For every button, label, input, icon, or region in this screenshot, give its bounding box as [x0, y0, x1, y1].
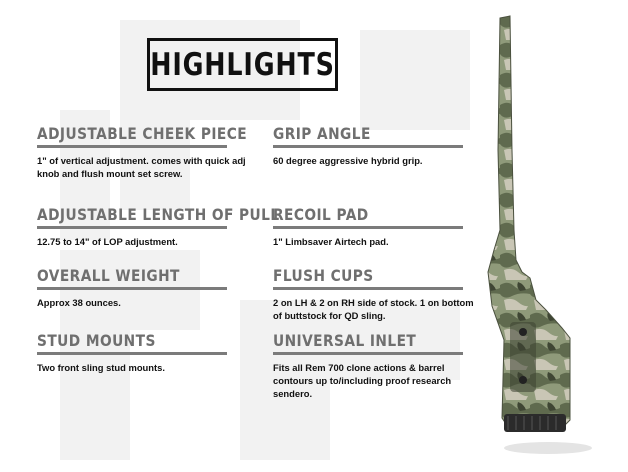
feature-description: 1" of vertical adjustment. comes with quick adj knob and flush mount set screw.: [37, 155, 246, 179]
feature-grip-angle: [273, 124, 483, 167]
feature-recoil-pad: [273, 205, 483, 248]
feature-heading: STUD MOUNTS: [37, 331, 156, 350]
feature-heading: ADJUSTABLE CHEEK PIECE: [37, 124, 248, 143]
feature-heading: RECOIL PAD: [273, 205, 369, 224]
heading-rule: [37, 145, 227, 148]
feature-heading: ADJUSTABLE LENGTH OF PULL: [37, 205, 280, 224]
page-title: HIGHLIGHTS: [150, 46, 335, 83]
feature-heading: FLUSH CUPS: [273, 266, 374, 285]
feature-description: Fits all Rem 700 clone actions & barrel contours up to/including proof research sendero.: [273, 362, 452, 399]
feature-heading: GRIP ANGLE: [273, 124, 371, 143]
feature-description: 12.75 to 14" of LOP adjustment.: [37, 236, 178, 247]
heading-rule: [37, 352, 227, 355]
feature-stud-mounts: [37, 331, 247, 374]
feature-cheek-piece: [37, 124, 247, 180]
heading-rule: [273, 352, 463, 355]
heading-rule: [37, 226, 227, 229]
feature-description: 1" Limbsaver Airtech pad.: [273, 236, 389, 247]
rifle-stock-image: [470, 10, 610, 460]
feature-overall-weight: [37, 266, 247, 309]
heading-rule: [273, 287, 463, 290]
title-box: [147, 38, 338, 91]
heading-rule: [37, 287, 227, 290]
feature-heading: UNIVERSAL INLET: [273, 331, 417, 350]
heading-rule: [273, 145, 463, 148]
feature-length-of-pull: [37, 205, 280, 248]
feature-description: 2 on LH & 2 on RH side of stock. 1 on bottom of buttstock for QD sling.: [273, 297, 474, 321]
feature-heading: OVERALL WEIGHT: [37, 266, 180, 285]
feature-description: 60 degree aggressive hybrid grip.: [273, 155, 423, 166]
feature-universal-inlet: [273, 331, 483, 400]
feature-description: Approx 38 ounces.: [37, 297, 121, 308]
feature-description: Two front sling stud mounts.: [37, 362, 165, 373]
feature-flush-cups: [273, 266, 483, 322]
heading-rule: [273, 226, 463, 229]
